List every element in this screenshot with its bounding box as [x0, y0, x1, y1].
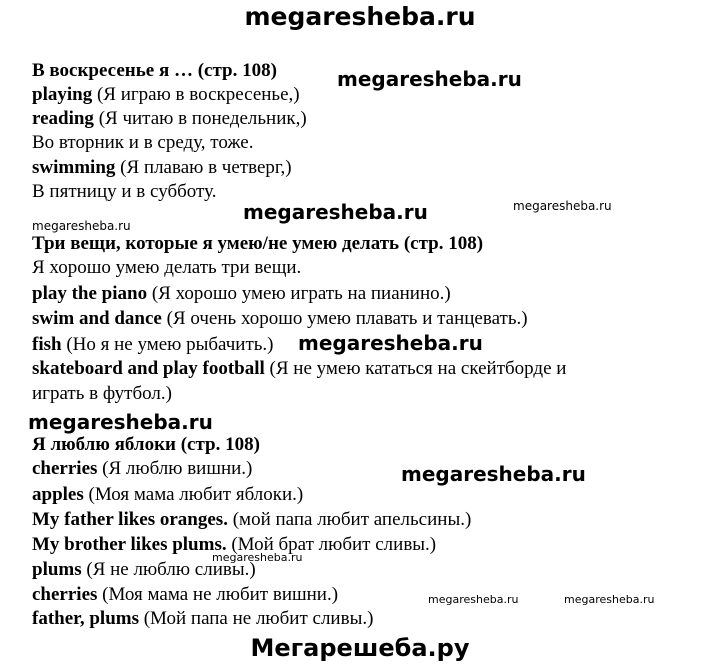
translation: (Моя мама любит яблоки.) — [83, 484, 304, 505]
answer-word: reading — [32, 108, 94, 129]
section2-line6: играть в футбол.) — [32, 383, 172, 404]
section2-line5 — [32, 358, 566, 380]
answer-word: play the piano — [32, 283, 148, 304]
section1-line4 — [32, 157, 292, 179]
section2-line1: Я хорошо умею делать три вещи. — [32, 257, 302, 278]
watermark: megaresheba.ru — [298, 331, 483, 355]
section3-line3 — [32, 509, 471, 531]
answer-word: apples — [32, 484, 84, 505]
translation: (Я люблю вишни.) — [97, 458, 253, 479]
section2-title: Три вещи, которые я умею/не умею делать (стр. 108) — [32, 233, 484, 254]
section3-line2 — [32, 484, 303, 506]
footer-watermark: Мегарешеба.ру — [250, 634, 470, 662]
translation: (Я играю в воскресенье,) — [92, 84, 300, 105]
section3-title: Я люблю яблоки (стр. 108) — [32, 434, 260, 455]
translation: (Моя мама не любит вишни.) — [97, 584, 339, 605]
section2-line2 — [32, 283, 451, 305]
translation: (Я не умею кататься на скейтборде и — [264, 358, 567, 379]
watermark: megaresheba.ru — [513, 199, 612, 213]
header-watermark: megaresheba.ru — [244, 2, 476, 31]
answer-word: My brother likes plums. — [32, 534, 227, 555]
section1-line3: Во вторник и в среду, тоже. — [32, 132, 254, 153]
section3-line7 — [32, 608, 373, 630]
section3-line1 — [32, 458, 252, 480]
watermark: megaresheba.ru — [212, 551, 303, 564]
section1-line2 — [32, 108, 307, 130]
translation: (Я очень хорошо умею плавать и танцевать.) — [161, 308, 528, 329]
section1-line5: В пятницу и в субботу. — [32, 181, 217, 202]
answer-word: swim and dance — [32, 308, 162, 329]
answer-word: swimming — [32, 157, 116, 178]
watermark: megaresheba.ru — [337, 67, 522, 91]
translation: (Я читаю в понедельник,) — [93, 108, 307, 129]
section1-title: В воскресенье я … (стр. 108) — [32, 60, 277, 81]
section1-line1 — [32, 84, 300, 106]
watermark: megaresheba.ru — [243, 200, 428, 224]
answer-word: cherries — [32, 458, 98, 479]
answer-word: father, plums — [32, 608, 139, 629]
translation: (Мой брат любит сливы.) — [226, 534, 437, 555]
answer-word: cherries — [32, 584, 98, 605]
translation: (Я не люблю сливы.) — [81, 559, 256, 580]
translation: (Я хорошо умею играть на пианино.) — [147, 283, 451, 304]
watermark: megaresheba.ru — [28, 410, 213, 434]
answer-word: playing — [32, 84, 93, 105]
watermark: megaresheba.ru — [564, 593, 655, 606]
answer-word: My father likes oranges. — [32, 509, 228, 530]
section3-line6 — [32, 584, 338, 606]
answer-word: fish — [32, 334, 62, 355]
watermark: megaresheba.ru — [428, 593, 519, 606]
answer-word: skateboard and play football — [32, 358, 265, 379]
watermark: megaresheba.ru — [401, 462, 586, 486]
watermark: megaresheba.ru — [32, 219, 131, 233]
translation: (Я плаваю в четверг,) — [115, 157, 292, 178]
section2-line4 — [32, 334, 274, 356]
section2-line3 — [32, 308, 528, 330]
answer-word: plums — [32, 559, 82, 580]
translation: (Мой папа не любит сливы.) — [138, 608, 374, 629]
translation: (мой папа любит апельсины.) — [227, 509, 472, 530]
translation: (Но я не умею рыбачить.) — [61, 334, 274, 355]
